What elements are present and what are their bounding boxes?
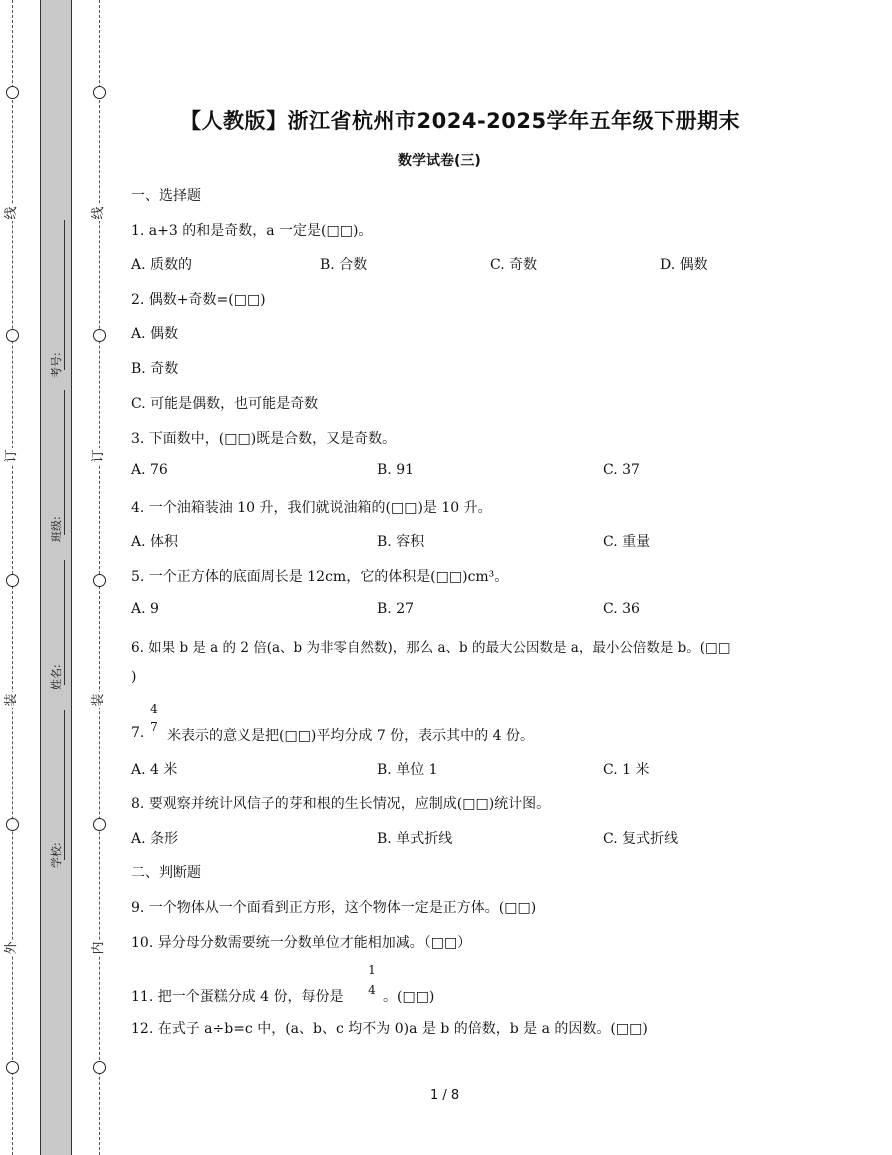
option: B. 单式折线 [377, 831, 453, 847]
section-heading-choice: 一、选择题 [131, 188, 201, 204]
question-10: 10. 异分母分数需要统一分数单位才能相加减。（□□） [131, 935, 472, 951]
question-6-continued: ) [131, 669, 137, 685]
section-heading-judge: 二、判断题 [131, 865, 201, 881]
option: B. 合数 [320, 257, 368, 273]
margin-char-bind: 订 [91, 449, 106, 463]
fraction-denominator: 4 [368, 983, 376, 997]
option: B. 奇数 [131, 361, 179, 377]
margin-char-inner: 内 [91, 941, 106, 955]
question-8: 8. 要观察并统计风信子的芽和根的生长情况，应制成(□□)统计图。 [131, 796, 551, 812]
fraction-numerator: 1 [368, 963, 376, 977]
binding-hole [6, 574, 19, 587]
question-2: 2. 偶数+奇数=(□□) [131, 292, 266, 308]
question-4: 4. 一个油箱装油 10 升，我们就说油箱的(□□)是 10 升。 [131, 500, 492, 516]
option: A. 9 [131, 601, 159, 617]
binding-gray-bar [40, 0, 72, 1155]
option: C. 1 米 [603, 762, 650, 778]
binding-margin [0, 0, 110, 1155]
margin-char-line: 线 [4, 206, 19, 220]
question-3: 3. 下面数中，(□□)既是合数，又是奇数。 [131, 431, 397, 447]
margin-char-pack: 装 [4, 693, 19, 707]
question-5: 5. 一个正方体的底面周长是 12cm，它的体积是(□□)cm³。 [131, 569, 509, 585]
fraction-denominator: 7 [150, 720, 158, 734]
option: A. 体积 [131, 534, 179, 550]
binding-hole [93, 329, 106, 342]
name-label: 姓名: [50, 664, 63, 690]
option: A. 4 米 [131, 762, 178, 778]
option: C. 奇数 [490, 257, 538, 273]
question-7-text: 米表示的意义是把(□□)平均分成 7 份，表示其中的 4 份。 [167, 728, 534, 744]
option: D. 偶数 [660, 257, 708, 273]
document-subtitle: 数学试卷(三) [398, 153, 481, 169]
binding-hole [6, 86, 19, 99]
option: A. 76 [131, 462, 168, 478]
option: C. 可能是偶数，也可能是奇数 [131, 396, 319, 412]
class-line [64, 390, 65, 535]
name-line [64, 560, 65, 685]
binding-hole [93, 818, 106, 831]
option: C. 36 [603, 601, 640, 617]
class-label: 班级: [50, 516, 63, 542]
option: A. 条形 [131, 831, 179, 847]
fraction-numerator: 4 [150, 702, 158, 716]
margin-char-outer: 外 [4, 941, 19, 955]
binding-hole [6, 1061, 19, 1074]
binding-hole [93, 1061, 106, 1074]
option: C. 复式折线 [603, 831, 679, 847]
binding-hole [93, 86, 106, 99]
margin-char-bind: 订 [4, 449, 19, 463]
question-1: 1. a+3 的和是奇数，a 一定是(□□)。 [131, 223, 373, 239]
margin-char-line: 线 [91, 206, 106, 220]
option: B. 容积 [377, 534, 425, 550]
margin-char-pack: 装 [91, 693, 106, 707]
document-title: 【人教版】浙江省杭州市2024-2025学年五年级下册期末 [180, 109, 741, 133]
binding-hole [6, 818, 19, 831]
option: B. 91 [377, 462, 415, 478]
binding-hole [6, 329, 19, 342]
question-12: 12. 在式子 a÷b=c 中，(a、b、c 均不为 0)a 是 b 的倍数，b 是 a 的因数。(□□) [131, 1021, 648, 1037]
exam-number-label: 考号: [50, 352, 63, 378]
question-11-text: 11. 把一个蛋糕分成 4 份，每份是 [131, 989, 344, 1005]
school-label: 学校: [50, 842, 63, 868]
question-11-tail: 。(□□) [383, 989, 435, 1005]
question-9: 9. 一个物体从一个面看到正方形，这个物体一定是正方体。(□□) [131, 900, 537, 916]
exam-number-line [64, 220, 65, 370]
option: A. 质数的 [131, 257, 193, 273]
option: C. 37 [603, 462, 640, 478]
school-line [64, 710, 65, 860]
option: B. 27 [377, 601, 415, 617]
option: C. 重量 [603, 534, 651, 550]
option: B. 单位 1 [377, 762, 438, 778]
option: A. 偶数 [131, 326, 179, 342]
binding-hole [93, 574, 106, 587]
question-6: 6. 如果 b 是 a 的 2 倍(a、b 为非零自然数)，那么 a、b 的最大公因数是 a，最小公倍数是 b。(□□ [131, 640, 731, 656]
page-number: 1 / 8 [430, 1088, 460, 1103]
question-7-number: 7. [131, 725, 145, 741]
